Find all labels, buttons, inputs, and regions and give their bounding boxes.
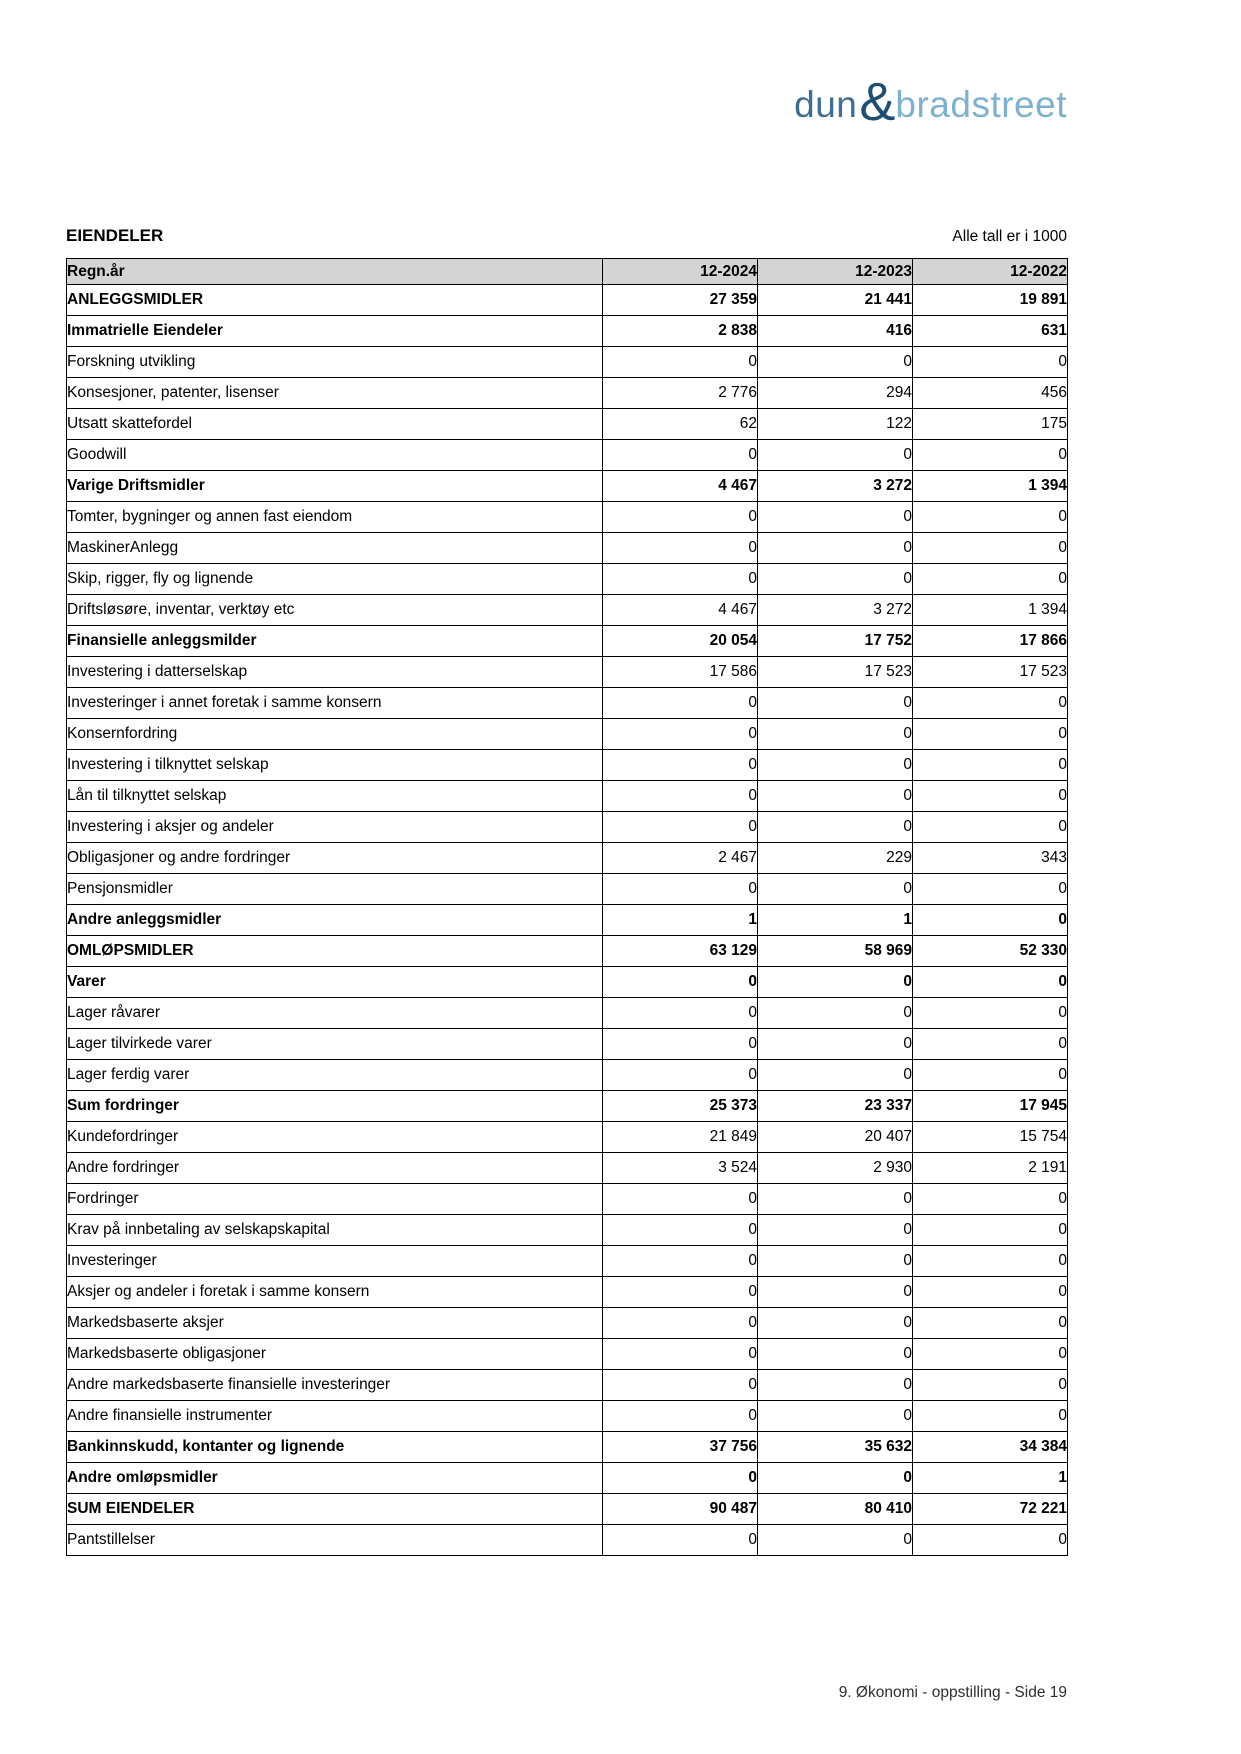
table-header-row xyxy=(67,259,1068,285)
row-label: Andre omløpsmidler xyxy=(67,1463,603,1494)
row-label: Krav på innbetaling av selskapskapital xyxy=(67,1215,603,1246)
row-value: 0 xyxy=(603,967,758,998)
row-value: 0 xyxy=(913,781,1068,812)
row-value: 63 129 xyxy=(603,936,758,967)
row-value: 0 xyxy=(603,781,758,812)
row-value: 175 xyxy=(913,409,1068,440)
row-value: 0 xyxy=(913,719,1068,750)
row-value: 4 467 xyxy=(603,471,758,502)
table-row xyxy=(67,285,1068,316)
row-value: 0 xyxy=(758,1277,913,1308)
row-label: Bankinnskudd, kontanter og lignende xyxy=(67,1432,603,1463)
row-label: Lån til tilknyttet selskap xyxy=(67,781,603,812)
row-value: 0 xyxy=(603,1401,758,1432)
row-value: 0 xyxy=(758,1184,913,1215)
row-value: 1 xyxy=(603,905,758,936)
balance-sheet-table xyxy=(66,258,1068,1556)
row-value: 2 191 xyxy=(913,1153,1068,1184)
row-value: 0 xyxy=(758,719,913,750)
row-value: 0 xyxy=(603,1029,758,1060)
row-label: Finansielle anleggsmilder xyxy=(67,626,603,657)
row-value: 20 407 xyxy=(758,1122,913,1153)
row-value: 0 xyxy=(758,1308,913,1339)
row-value: 0 xyxy=(603,564,758,595)
row-value: 0 xyxy=(603,688,758,719)
table-row xyxy=(67,905,1068,936)
header-regn-ar: Regn.år xyxy=(67,259,603,285)
table-row xyxy=(67,812,1068,843)
row-label: Investering i tilknyttet selskap xyxy=(67,750,603,781)
row-label: Konsesjoner, patenter, lisenser xyxy=(67,378,603,409)
row-label: ANLEGGSMIDLER xyxy=(67,285,603,316)
row-value: 0 xyxy=(913,564,1068,595)
row-value: 0 xyxy=(913,1029,1068,1060)
dun-bradstreet-logo xyxy=(794,72,1067,132)
row-value: 0 xyxy=(758,967,913,998)
row-value: 0 xyxy=(603,1370,758,1401)
section-title: EIENDELER xyxy=(66,226,164,245)
row-value: 0 xyxy=(913,1525,1068,1556)
row-value: 27 359 xyxy=(603,285,758,316)
row-value: 0 xyxy=(913,688,1068,719)
row-value: 25 373 xyxy=(603,1091,758,1122)
row-value: 0 xyxy=(758,750,913,781)
row-value: 0 xyxy=(913,967,1068,998)
title-row xyxy=(66,226,1067,246)
row-value: 37 756 xyxy=(603,1432,758,1463)
row-value: 0 xyxy=(758,1246,913,1277)
year-column-header: 12-2022 xyxy=(913,259,1068,285)
row-label: Sum fordringer xyxy=(67,1091,603,1122)
table-row xyxy=(67,750,1068,781)
row-value: 0 xyxy=(603,1184,758,1215)
row-value: 0 xyxy=(603,347,758,378)
row-value: 0 xyxy=(758,1370,913,1401)
row-label: Skip, rigger, fly og lignende xyxy=(67,564,603,595)
row-value: 0 xyxy=(913,1308,1068,1339)
row-label: Tomter, bygninger og annen fast eiendom xyxy=(67,502,603,533)
row-value: 0 xyxy=(603,1060,758,1091)
row-label: Obligasjoner og andre fordringer xyxy=(67,843,603,874)
row-value: 2 776 xyxy=(603,378,758,409)
row-value: 0 xyxy=(913,1277,1068,1308)
row-value: 0 xyxy=(758,1060,913,1091)
row-value: 15 754 xyxy=(913,1122,1068,1153)
table-row xyxy=(67,1153,1068,1184)
row-value: 20 054 xyxy=(603,626,758,657)
row-value: 3 524 xyxy=(603,1153,758,1184)
row-label: MaskinerAnlegg xyxy=(67,533,603,564)
table-row xyxy=(67,1122,1068,1153)
row-value: 0 xyxy=(758,874,913,905)
table-row xyxy=(67,1463,1068,1494)
row-value: 1 xyxy=(913,1463,1068,1494)
row-label: Andre fordringer xyxy=(67,1153,603,1184)
table-row xyxy=(67,1339,1068,1370)
row-value: 0 xyxy=(913,533,1068,564)
table-row xyxy=(67,1494,1068,1525)
row-value: 21 849 xyxy=(603,1122,758,1153)
row-value: 0 xyxy=(758,1215,913,1246)
row-value: 0 xyxy=(913,502,1068,533)
row-label: Investeringer i annet foretak i samme konsern xyxy=(67,688,603,719)
row-value: 0 xyxy=(913,440,1068,471)
row-value: 0 xyxy=(758,998,913,1029)
table-row xyxy=(67,1184,1068,1215)
row-value: 17 752 xyxy=(758,626,913,657)
row-label: Andre anleggsmidler xyxy=(67,905,603,936)
table-row xyxy=(67,1370,1068,1401)
row-value: 0 xyxy=(913,1060,1068,1091)
row-value: 0 xyxy=(913,1339,1068,1370)
row-value: 17 586 xyxy=(603,657,758,688)
row-value: 0 xyxy=(603,1246,758,1277)
table-row xyxy=(67,967,1068,998)
table-row xyxy=(67,378,1068,409)
row-value: 0 xyxy=(758,564,913,595)
row-value: 62 xyxy=(603,409,758,440)
table-row xyxy=(67,1091,1068,1122)
year-column-header: 12-2024 xyxy=(603,259,758,285)
table-row xyxy=(67,409,1068,440)
row-label: Aksjer og andeler i foretak i samme konsern xyxy=(67,1277,603,1308)
row-value: 0 xyxy=(758,533,913,564)
table-row xyxy=(67,1029,1068,1060)
table-row xyxy=(67,440,1068,471)
row-label: Goodwill xyxy=(67,440,603,471)
row-label: Fordringer xyxy=(67,1184,603,1215)
table-row xyxy=(67,998,1068,1029)
row-label: Lager råvarer xyxy=(67,998,603,1029)
row-value: 0 xyxy=(913,998,1068,1029)
row-label: Investeringer xyxy=(67,1246,603,1277)
row-label: Markedsbaserte aksjer xyxy=(67,1308,603,1339)
row-label: Investering i aksjer og andeler xyxy=(67,812,603,843)
table-row xyxy=(67,1277,1068,1308)
units-note: Alle tall er i 1000 xyxy=(952,228,1067,245)
table-row xyxy=(67,657,1068,688)
row-value: 17 523 xyxy=(758,657,913,688)
table-row xyxy=(67,1525,1068,1556)
row-value: 0 xyxy=(603,1463,758,1494)
table-row xyxy=(67,719,1068,750)
table-row xyxy=(67,316,1068,347)
row-value: 122 xyxy=(758,409,913,440)
row-value: 72 221 xyxy=(913,1494,1068,1525)
row-value: 0 xyxy=(913,1401,1068,1432)
row-value: 416 xyxy=(758,316,913,347)
row-label: Kundefordringer xyxy=(67,1122,603,1153)
table-row xyxy=(67,1308,1068,1339)
row-value: 0 xyxy=(603,874,758,905)
row-label: Pantstillelser xyxy=(67,1525,603,1556)
row-value: 17 523 xyxy=(913,657,1068,688)
table-row xyxy=(67,843,1068,874)
row-value: 34 384 xyxy=(913,1432,1068,1463)
row-value: 0 xyxy=(913,1370,1068,1401)
row-value: 456 xyxy=(913,378,1068,409)
row-value: 1 394 xyxy=(913,595,1068,626)
row-value: 17 945 xyxy=(913,1091,1068,1122)
row-value: 1 394 xyxy=(913,471,1068,502)
row-value: 0 xyxy=(758,1029,913,1060)
row-label: Varer xyxy=(67,967,603,998)
row-value: 3 272 xyxy=(758,471,913,502)
table-row xyxy=(67,502,1068,533)
row-label: Konsernfordring xyxy=(67,719,603,750)
row-value: 0 xyxy=(758,1401,913,1432)
row-value: 0 xyxy=(603,998,758,1029)
row-value: 80 410 xyxy=(758,1494,913,1525)
table-row xyxy=(67,1060,1068,1091)
row-label: Driftsløsøre, inventar, verktøy etc xyxy=(67,595,603,626)
row-value: 0 xyxy=(913,874,1068,905)
row-value: 58 969 xyxy=(758,936,913,967)
row-value: 0 xyxy=(603,719,758,750)
row-label: Lager tilvirkede varer xyxy=(67,1029,603,1060)
row-value: 0 xyxy=(758,440,913,471)
row-label: SUM EIENDELER xyxy=(67,1494,603,1525)
row-value: 294 xyxy=(758,378,913,409)
row-value: 0 xyxy=(603,1215,758,1246)
table-body xyxy=(67,285,1068,1556)
row-value: 0 xyxy=(913,347,1068,378)
row-label: Varige Driftsmidler xyxy=(67,471,603,502)
row-value: 3 272 xyxy=(758,595,913,626)
row-value: 0 xyxy=(603,750,758,781)
table-row xyxy=(67,1246,1068,1277)
row-value: 0 xyxy=(758,1525,913,1556)
row-value: 0 xyxy=(758,688,913,719)
table-row xyxy=(67,533,1068,564)
row-label: Markedsbaserte obligasjoner xyxy=(67,1339,603,1370)
row-value: 23 337 xyxy=(758,1091,913,1122)
table-row xyxy=(67,626,1068,657)
row-value: 4 467 xyxy=(603,595,758,626)
row-label: Lager ferdig varer xyxy=(67,1060,603,1091)
row-value: 0 xyxy=(913,1246,1068,1277)
row-label: Forskning utvikling xyxy=(67,347,603,378)
row-value: 2 467 xyxy=(603,843,758,874)
logo-text-dun: dun xyxy=(794,84,858,125)
row-value: 0 xyxy=(913,750,1068,781)
row-value: 52 330 xyxy=(913,936,1068,967)
row-value: 0 xyxy=(603,440,758,471)
row-value: 631 xyxy=(913,316,1068,347)
table-row xyxy=(67,781,1068,812)
row-label: Investering i datterselskap xyxy=(67,657,603,688)
row-value: 0 xyxy=(603,502,758,533)
row-value: 0 xyxy=(758,781,913,812)
table-row xyxy=(67,595,1068,626)
ampersand-logo-glyph: & xyxy=(859,72,896,132)
table-row xyxy=(67,874,1068,905)
row-value: 0 xyxy=(758,812,913,843)
row-value: 0 xyxy=(913,812,1068,843)
row-value: 343 xyxy=(913,843,1068,874)
row-label: Andre finansielle instrumenter xyxy=(67,1401,603,1432)
row-value: 2 838 xyxy=(603,316,758,347)
page-footer: 9. Økonomi - oppstilling - Side 19 xyxy=(838,1684,1067,1701)
row-label: Immatrielle Eiendeler xyxy=(67,316,603,347)
row-label: OMLØPSMIDLER xyxy=(67,936,603,967)
table-row xyxy=(67,1215,1068,1246)
year-column-header: 12-2023 xyxy=(758,259,913,285)
row-value: 1 xyxy=(758,905,913,936)
table-row xyxy=(67,564,1068,595)
row-value: 0 xyxy=(758,502,913,533)
row-label: Utsatt skattefordel xyxy=(67,409,603,440)
row-value: 17 866 xyxy=(913,626,1068,657)
row-value: 0 xyxy=(913,1215,1068,1246)
table-row xyxy=(67,471,1068,502)
row-value: 0 xyxy=(603,1308,758,1339)
table-row xyxy=(67,688,1068,719)
row-value: 35 632 xyxy=(758,1432,913,1463)
row-value: 0 xyxy=(913,1184,1068,1215)
row-value: 0 xyxy=(603,1525,758,1556)
row-value: 0 xyxy=(913,905,1068,936)
row-value: 0 xyxy=(758,1339,913,1370)
row-value: 90 487 xyxy=(603,1494,758,1525)
row-value: 0 xyxy=(758,347,913,378)
row-value: 0 xyxy=(603,812,758,843)
table-row xyxy=(67,936,1068,967)
row-value: 0 xyxy=(603,1277,758,1308)
row-value: 0 xyxy=(603,1339,758,1370)
row-value: 0 xyxy=(758,1463,913,1494)
row-label: Andre markedsbaserte finansielle investeringer xyxy=(67,1370,603,1401)
row-value: 21 441 xyxy=(758,285,913,316)
row-value: 229 xyxy=(758,843,913,874)
row-label: Pensjonsmidler xyxy=(67,874,603,905)
table-row xyxy=(67,347,1068,378)
row-value: 19 891 xyxy=(913,285,1068,316)
table-row xyxy=(67,1432,1068,1463)
table-row xyxy=(67,1401,1068,1432)
row-value: 0 xyxy=(603,533,758,564)
row-value: 2 930 xyxy=(758,1153,913,1184)
logo-text-bradstreet: bradstreet xyxy=(895,84,1067,125)
